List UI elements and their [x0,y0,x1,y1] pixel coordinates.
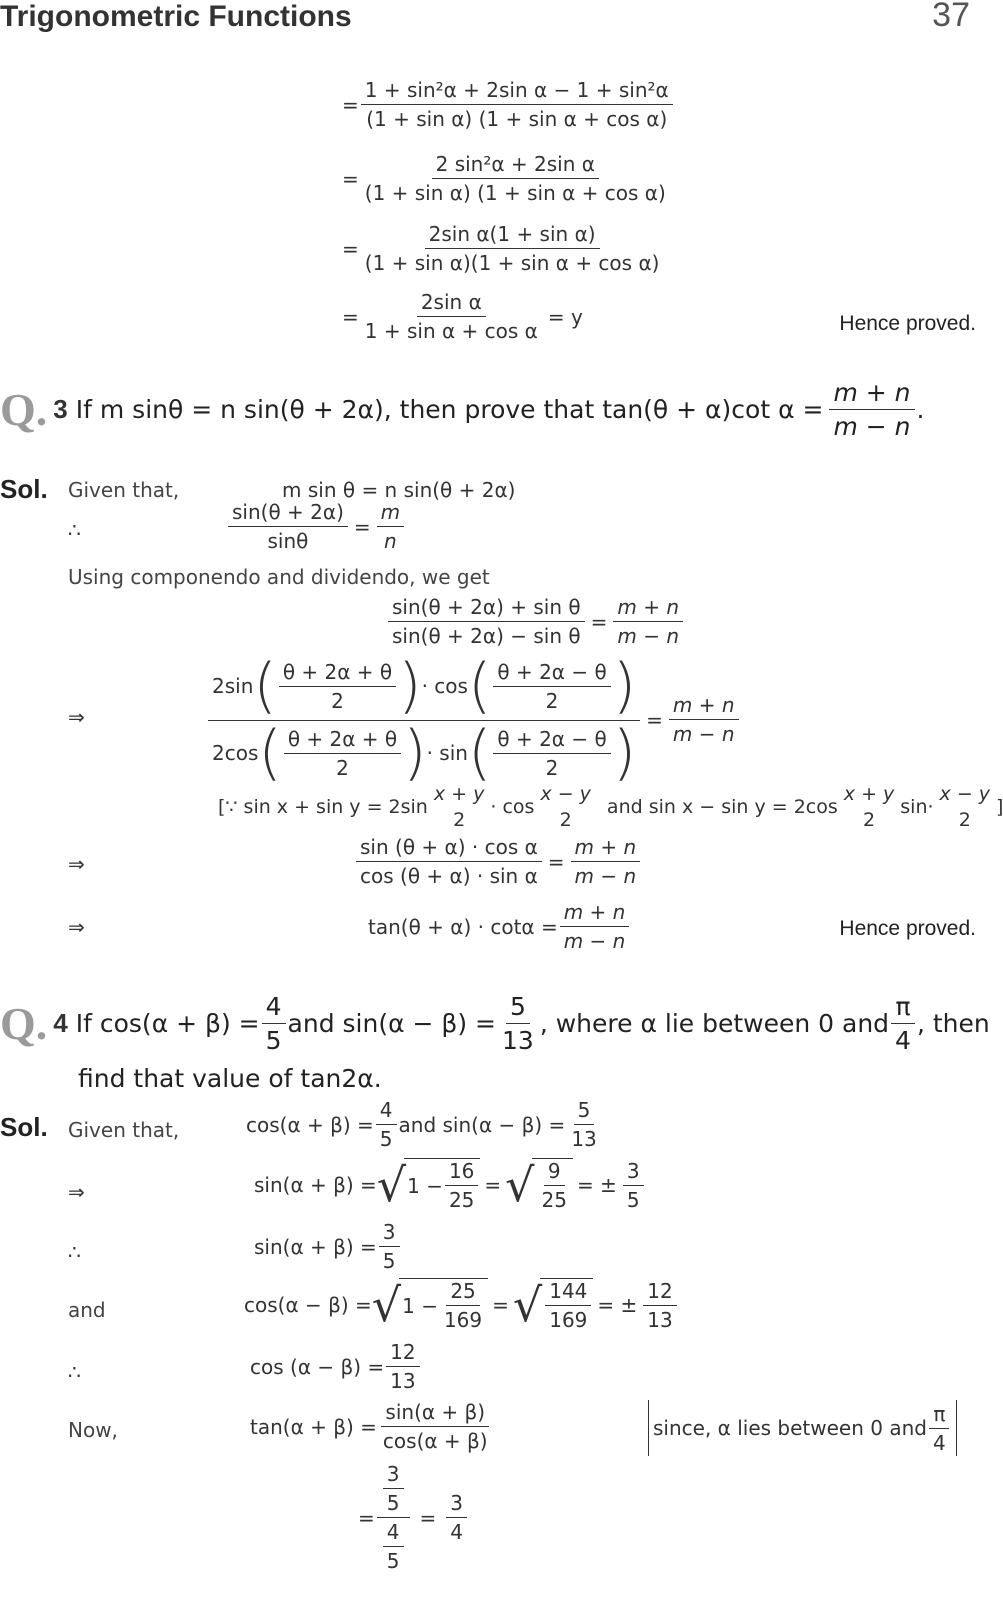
tan-sum-eq: tan(α + β) = $\frac{\sin(\alpha + \beta)}{\cos(\alpha + \beta)}$ [250,1400,488,1453]
solution-label-q4: Sol. [0,1112,48,1142]
complex-fraction-eq: = $\frac{\frac{3}{5}}{\frac{4}{5}}$ = $\frac{3}{4}$ [358,1462,469,1573]
and-label: and [68,1298,106,1322]
question-3: Q. 3 If m sinθ = n sin(θ + 2α), then prove that tan(θ + α)cot α = $\frac{m + n}{m - n}$ . [0,378,925,441]
q-marker: Q. [0,998,48,1049]
reduced-eq: $\frac{\text{sin (θ + α) · cos α}}{\text{cos (θ + α) · sin α}}$ = $\frac{m + n}{m - n}$ [354,835,642,888]
given-eq-q4: cos(α + β) = $\frac{4}{5}$ and sin(α − β) = $\frac{5}{13}$ [246,1098,597,1151]
proof-line-2: = $\frac{\text{2 sin²α + 2sin α}}{\text{(1 + sin α) (1 + sin α + cos α)}}$ [342,152,666,205]
proof-line-3: = $\frac{\text{2sin α(1 + sin α)}}{\text{(1 + sin α)(1 + sin α + cos α)}}$ [342,222,660,275]
hence-proved-1: Hence proved. [839,312,976,335]
question-4-line-2: find that value of tan2α. [78,1064,382,1093]
final-eq-q3: tan(θ + α) · cotα = $\frac{m + n}{m - n}$ [368,900,631,953]
question-4: Q. 4 If cos(α + β) = $\frac{4}{5}$ and sin(α − β) = $\frac{5}{13}$ , where α lie between 0 and $\frac{\pi}{4}$ , then [0,992,990,1055]
identity-note: [∵ sin x + sin y = 2sin x + y 2 · cos x − y 2 and sin x − sin y = 2cos x + y 2 sin· x − y 2 ] [218,783,1003,831]
implies-arrow-1: ⇒ [68,705,85,729]
since-note: since, α lies between 0 and $\frac{\pi}{4}$ [648,1400,957,1456]
ratio-eq-q3: $\frac{\sin(\theta + 2\alpha)}{\sin\theta}$ = $\frac{m}{n}$ [226,500,406,553]
now-label: Now, [68,1418,118,1442]
implies-arrow-2: ⇒ [68,852,85,876]
solution-label-q3: Sol. [0,474,48,504]
therefore-q4-2: ∴ [68,1360,81,1384]
given-label-q3: Given that, [68,478,180,502]
implies-arrow-3: ⇒ [68,915,85,939]
given-eq-q3: m sin θ = n sin(θ + 2α) [282,478,516,502]
proof-line-1: = $\frac{\text{1 + sin²α + 2sin α − 1 + sin²α}}{\text{(1 + sin α) (1 + sin α + cos α)}}$ [342,78,675,131]
given-label-q4: Given that, [68,1118,180,1142]
componendo-text: Using componendo and dividendo, we get [68,565,490,589]
hence-proved-2: Hence proved. [839,917,976,940]
q-marker: Q. [0,384,48,435]
sin-sum-result: sin(α + β) = $\frac{3}{5}$ [254,1220,402,1273]
page-header-title: Trigonometric Functions [0,0,352,33]
sum-to-product-eq: 2sin ( $\frac{\theta + 2\alpha + \theta}{2}$ ) · cos ( $\frac{\theta + 2\alpha - \theta}{2}$ ) 2cos ( $\frac{\theta + 2\alpha + \theta}{2}$ ) · sin ( $\frac{\theta + 2\alpha - \theta}{2}$ ) = $\frac{m + n}{m - n}$ [206,656,741,783]
proof-line-4: = $\frac{\text{2sin α}}{\text{1 + sin α + cos α}}$ = y [342,290,583,343]
page-number: 37 [932,0,970,34]
therefore-q4-1: ∴ [68,1240,81,1264]
componendo-eq: $\frac{\text{sin(θ + 2α) + sin θ}}{\text{sin(θ + 2α) − sin θ}}$ = $\frac{m + n}{m - n}$ [386,595,685,648]
sin-sum-eq: sin(α + β) = √ 1 − $\frac{16}{25}$ = √ $\frac{9}{25}$ = ± $\frac{3}{5}$ [254,1158,646,1212]
therefore-q3: ∴ [68,518,81,542]
implies-arrow-4: ⇒ [68,1180,85,1204]
cos-diff-result: cos (α − β) = $\frac{12}{13}$ [250,1340,422,1393]
cos-diff-eq: cos(α − β) = √ 1 − $\frac{25}{169}$ = √ $\frac{144}{169}$ = ± $\frac{12}{13}$ [244,1278,679,1332]
